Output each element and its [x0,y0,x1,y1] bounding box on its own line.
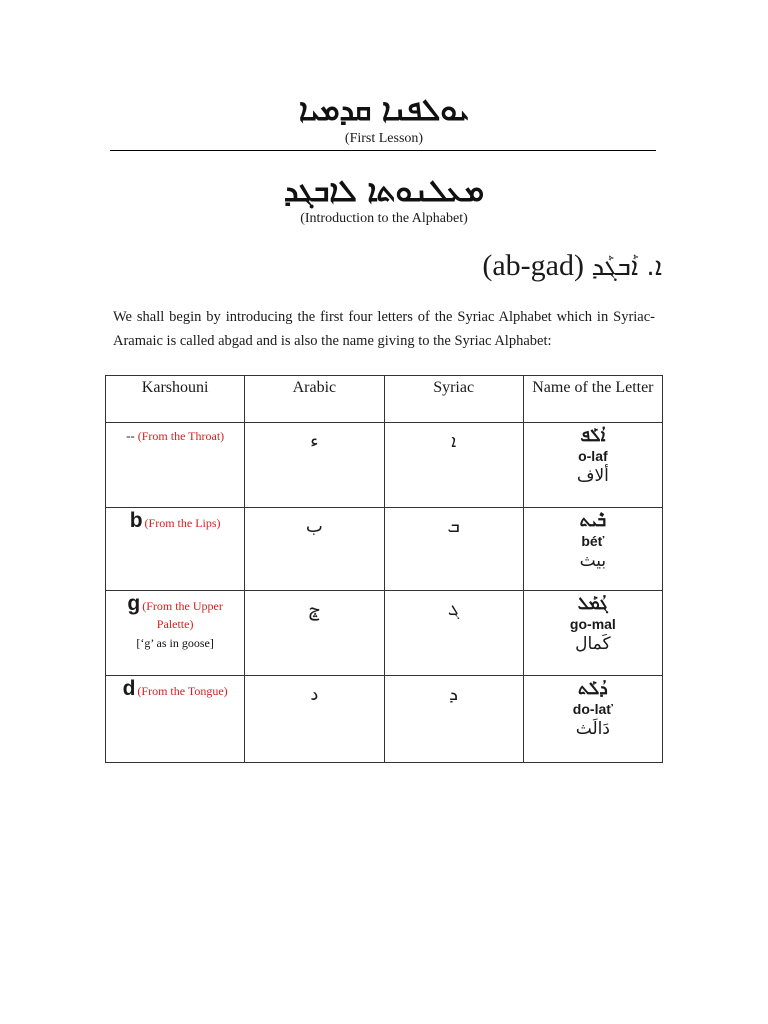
letter-name-cell [523,676,662,763]
syriac-letter: ܕ [449,684,459,705]
karshouni-letter: -- [126,428,135,443]
letter-name-arabic: دَالَث [575,719,610,739]
letter-name-arabic: كَمال [575,634,611,654]
header-karshouni: Karshouni [106,376,245,423]
karshouni-note: (From the Throat) [137,429,225,443]
letter-name-latin: o-laf [578,448,608,464]
lesson-title-syriac: ܝܘܠܦܢܐ ܩܕܡܝܐ [298,93,470,128]
karshouni-cell [106,591,245,676]
syriac-letter: ܓ [447,599,460,620]
table-row [106,676,663,763]
arabic-letter: ب [305,516,323,537]
karshouni-letter: g [127,592,141,615]
letter-name-latin: béť [581,533,605,549]
karshouni-cell [106,508,245,591]
syriac-letter: ܒ [447,516,460,537]
letter-name-syriac: ܒܶܝܬ [579,511,607,531]
table-row [106,591,663,676]
table-row [106,423,663,508]
letter-name-cell [523,591,662,676]
arabic-cell [245,591,384,676]
syriac-cell [384,591,523,676]
abgad-latin: (ab-gad) [482,249,584,282]
letter-name-syriac: ܕܳܠܰܬ [578,679,608,699]
arabic-letter: د [310,684,319,705]
arabic-letter: ݘ [309,599,320,620]
arabic-cell [245,676,384,763]
letter-name-arabic: بيث [579,551,607,571]
header-letter-name: Name of the Letter [523,376,662,423]
letter-name-syriac: ܐܳܠܰܦ [580,426,606,446]
karshouni-letter: d [122,677,136,700]
syriac-cell [384,423,523,508]
intro-paragraph: We shall begin by introducing the first four letters of the Syriac Alphabet which in Syriac-Aramaic is called abgad and is also the name giving to the Syriac Alphabet: [113,309,655,349]
table-row [106,508,663,591]
letter-name-cell [523,508,662,591]
syriac-letter: ܐ [451,431,457,452]
table-header-row [106,376,663,423]
abgad-heading [482,246,662,287]
karshouni-cell [106,423,245,508]
letter-name-latin: do-lať [572,701,613,717]
arabic-cell [245,423,384,508]
lesson-title-english: (First Lesson) [344,131,424,146]
alphabet-table [105,375,663,763]
letter-name-syriac: ܓܳܡܰܠ [577,594,608,614]
arabic-letter: ء [310,431,319,452]
section-title-english: (Introduction to the Alphabet) [300,211,468,226]
syriac-cell [384,508,523,591]
letter-name-arabic: ألاف [576,466,609,486]
arabic-cell [245,508,384,591]
karshouni-pronunciation: [‘g’ as in goose] [136,636,214,650]
syriac-cell [384,676,523,763]
title-divider [110,150,656,151]
karshouni-note: (From the Tongue) [137,684,228,698]
karshouni-note: (From the Upper Palette) [142,599,223,631]
abgad-syriac: ܐ. ܐܰܒܓܰܕ [591,252,662,282]
karshouni-note: (From the Lips) [144,516,221,530]
header-syriac: Syriac [384,376,523,423]
letter-name-cell [523,423,662,508]
letter-name-latin: go-mal [569,616,616,632]
header-arabic: Arabic [245,376,384,423]
karshouni-cell [106,676,245,763]
karshouni-letter: b [129,509,143,532]
section-title-syriac: ܡܥܠܢܘܬܐ ܠܐܒܓܕ [283,174,485,209]
